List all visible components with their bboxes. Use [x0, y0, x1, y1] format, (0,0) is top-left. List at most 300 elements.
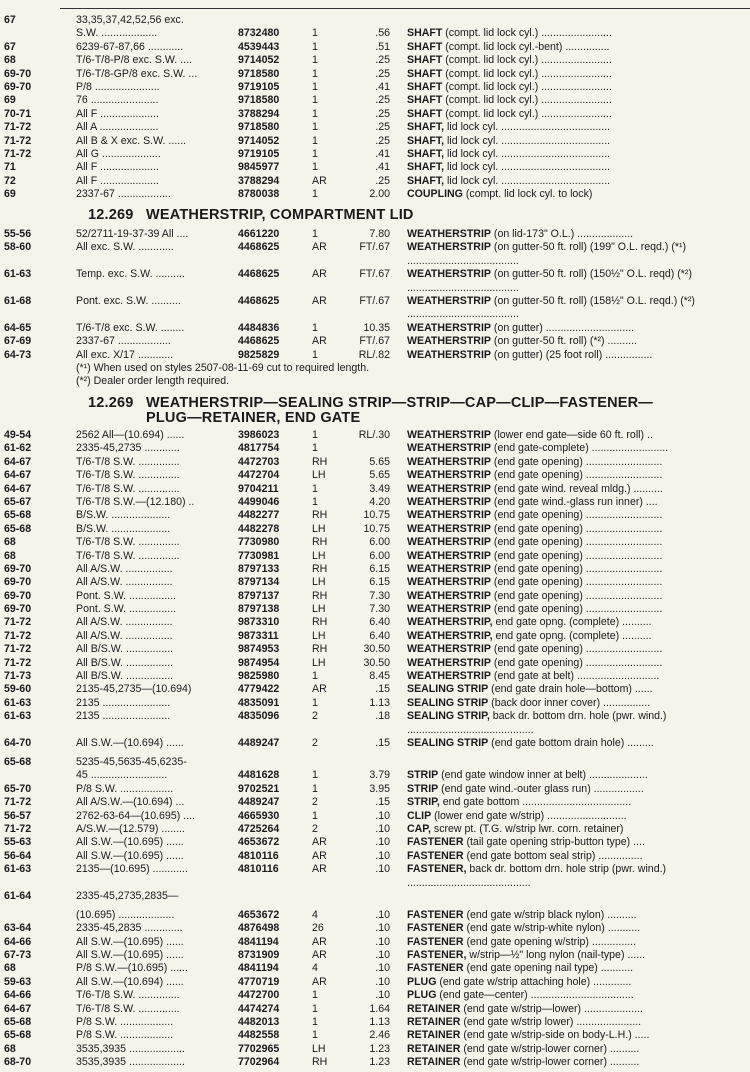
part-row — [0, 536, 750, 549]
model-cell: 3535,3935 ................... — [76, 1042, 185, 1055]
part-detail: (compt. lid lock cyl.) ........................ — [442, 107, 612, 120]
part-row — [0, 590, 750, 603]
part-number-cell: 4472703 — [238, 455, 280, 468]
price-cell: 3.79 — [369, 769, 390, 782]
part-name: SHAFT — [407, 67, 443, 80]
model-cell: A/S.W.—(12.579) ........ — [76, 822, 185, 835]
part-detail: (end gate w/strip-white nylon) ........... — [463, 922, 641, 935]
year-cell: 68 — [4, 549, 16, 562]
year-cell: 67-73 — [4, 949, 32, 962]
price-cell: .15 — [375, 683, 390, 696]
model-cell: 2337-67 .................. — [76, 188, 171, 201]
description-cell — [407, 228, 747, 241]
year-cell: 68-70 — [4, 1056, 32, 1069]
price-cell: FT/.67 — [359, 241, 390, 254]
price-cell: 1.64 — [369, 1002, 390, 1015]
part-name: SHAFT, — [407, 161, 445, 174]
model-cell: All F .................... — [76, 174, 159, 187]
part-row — [0, 1029, 750, 1042]
part-row — [0, 603, 750, 616]
part-row — [0, 68, 750, 81]
part-detail: (on gutter-50 ft. roll) (158½" O.L. reqd.) (*²) ...................................... — [407, 294, 695, 321]
model-cell: P/8 S.W. .................. — [76, 1029, 174, 1042]
part-number-cell: 9825829 — [238, 348, 280, 361]
model-cell: 2135-45,2735—(10.694) — [76, 683, 192, 696]
part-row — [0, 135, 750, 148]
part-number-cell: 9825980 — [238, 670, 280, 683]
part-name: SHAFT, — [407, 121, 445, 134]
description-cell — [407, 429, 747, 442]
section-title-line-2: PLUG—RETAINER, END GATE — [146, 410, 361, 426]
part-detail: (end gate—center) ................................... — [436, 989, 634, 1002]
part-detail: (end gate opening) .......................... — [490, 562, 663, 575]
quantity-cell: 4 — [312, 908, 318, 921]
quantity-cell: 2 — [312, 796, 318, 809]
part-name: FASTENER — [407, 836, 464, 849]
part-name: WEATHERSTRIP — [407, 321, 491, 334]
quantity-cell: RH — [312, 589, 328, 602]
year-cell: 61-68 — [4, 294, 32, 307]
description-cell — [407, 469, 747, 482]
part-number-cell: 9873310 — [238, 616, 280, 629]
part-name: WEATHERSTRIP — [407, 536, 491, 549]
model-cell: T/6-T/8 S.W.—(12.180) .. — [76, 495, 195, 508]
price-cell: .25 — [375, 94, 390, 107]
part-name: WEATHERSTRIP — [407, 549, 491, 562]
part-number-cell: 3986023 — [238, 429, 280, 441]
year-cell: 64-67 — [4, 455, 32, 468]
part-row — [0, 909, 750, 922]
model-cell: P/8 ...................... — [76, 80, 160, 93]
quantity-cell: 1 — [312, 80, 318, 93]
part-row — [0, 550, 750, 563]
part-detail: (end gate-complete) .......................... — [490, 442, 669, 455]
year-cell: 59-60 — [4, 683, 32, 696]
quantity-cell: AR — [312, 335, 327, 348]
part-row — [0, 850, 750, 863]
price-cell: .10 — [375, 949, 390, 962]
description-cell — [407, 550, 747, 563]
model-cell: All A/S.W. ................ — [76, 562, 173, 575]
part-name: SHAFT, — [407, 147, 445, 160]
price-cell: .10 — [375, 863, 390, 876]
part-detail: lid lock cyl. ..................................... — [444, 161, 611, 174]
year-cell: 69 — [4, 188, 16, 201]
price-cell: RL/.30 — [358, 429, 390, 441]
quantity-cell: 1 — [312, 696, 318, 709]
model-cell: (10.695) ................... — [76, 908, 175, 921]
part-name: SHAFT, — [407, 134, 445, 147]
model-cell: 2335-45,2735 ............ — [76, 442, 180, 455]
part-name: WEATHERSTRIP — [407, 589, 491, 602]
model-cell: 3535,3935 ................... — [76, 1056, 185, 1069]
description-cell — [407, 850, 747, 863]
price-cell: 30.50 — [363, 643, 390, 656]
price-cell: .25 — [375, 121, 390, 134]
part-name: SEALING STRIP — [407, 683, 489, 696]
description-cell — [407, 268, 747, 295]
description-cell — [407, 295, 747, 322]
part-name: SEALING STRIP, — [407, 710, 490, 723]
description-cell — [407, 135, 747, 148]
quantity-cell: LH — [312, 576, 326, 589]
price-cell: FT/.67 — [359, 335, 390, 348]
part-detail: (end gate opening) .......................... — [490, 469, 663, 482]
model-cell: All B/S.W. ................ — [76, 643, 174, 656]
shaft-parts-list — [0, 14, 750, 201]
part-name: WEATHERSTRIP — [407, 469, 491, 482]
part-number-cell: 4481628 — [238, 769, 280, 782]
part-number-cell: 4665930 — [238, 809, 280, 822]
part-detail: (end gate opening) .......................... — [490, 522, 663, 535]
description-cell — [407, 810, 747, 823]
quantity-cell: 1 — [312, 188, 318, 201]
description-cell — [407, 509, 747, 522]
description-cell — [407, 670, 747, 683]
part-row — [0, 1043, 750, 1056]
part-detail: (end gate w/strip attaching hole) ............. — [436, 975, 632, 988]
part-row — [0, 922, 750, 935]
description-cell — [407, 976, 747, 989]
part-detail: (end gate w/strip-lower corner) .......... — [460, 1042, 640, 1055]
part-detail: end gate opng. (complete) .......... — [492, 616, 652, 629]
part-detail: (end gate w/strip lower) ...................... — [460, 1016, 642, 1029]
quantity-cell: 1 — [312, 429, 318, 441]
model-cell: S.W. ................... — [76, 27, 158, 40]
description-cell — [407, 442, 747, 455]
description-cell — [407, 863, 747, 890]
part-number-cell: 4474274 — [238, 1002, 280, 1015]
part-detail: (end gate opening) .......................... — [490, 509, 663, 522]
price-cell: .18 — [375, 710, 390, 723]
part-row — [0, 836, 750, 849]
part-row — [0, 710, 750, 737]
part-name: FASTENER — [407, 922, 464, 935]
part-name: SHAFT — [407, 80, 443, 93]
year-cell: 61-64 — [4, 889, 32, 902]
model-cell: All A/S.W. ................ — [76, 616, 173, 629]
part-number-cell: 4482013 — [238, 1016, 280, 1029]
price-cell: .10 — [375, 975, 390, 988]
part-detail: lid lock cyl. ..................................... — [444, 134, 611, 147]
part-number-cell: 9718580 — [238, 67, 280, 80]
year-cell: 70-71 — [4, 107, 32, 120]
description-cell — [407, 536, 747, 549]
part-name: WEATHERSTRIP — [407, 228, 491, 240]
part-row — [0, 657, 750, 670]
description-cell — [407, 54, 747, 67]
part-number-cell: 4499046 — [238, 495, 280, 508]
description-cell — [407, 783, 747, 796]
year-cell: 69 — [4, 94, 16, 107]
quantity-cell: 1 — [312, 147, 318, 160]
part-number-cell: 4779422 — [238, 683, 280, 696]
part-detail: (end gate opening) .......................... — [490, 536, 663, 549]
quantity-cell: 1 — [312, 54, 318, 67]
description-cell — [407, 643, 747, 656]
section-rows — [0, 429, 750, 1070]
footnote-1: (*¹) When used on styles 2507-08-11-69 cut to required length. — [76, 361, 370, 374]
quantity-cell: 1 — [312, 442, 318, 455]
part-number-cell: 9845977 — [238, 161, 280, 174]
quantity-cell: AR — [312, 241, 327, 254]
model-cell: T/6-T/8 S.W. .............. — [76, 455, 180, 468]
part-detail: (end gate opening nail type) ........... — [463, 962, 634, 975]
description-cell — [407, 108, 747, 121]
model-cell: 45 .......................... — [76, 769, 168, 782]
part-row — [0, 949, 750, 962]
part-name: FASTENER — [407, 962, 464, 975]
price-cell: .51 — [375, 40, 390, 53]
part-detail: (lower end gate—side 60 ft. roll) .. — [490, 429, 653, 441]
price-cell: 3.95 — [369, 782, 390, 795]
quantity-cell: AR — [312, 683, 327, 696]
model-cell: T/6-T/8 S.W. .............. — [76, 549, 180, 562]
section-heading — [0, 208, 750, 223]
part-row — [0, 1056, 750, 1069]
part-name: WEATHERSTRIP — [407, 335, 491, 348]
part-detail: (end gate window inner at belt) .................... — [438, 769, 648, 782]
description-cell — [407, 737, 747, 750]
year-cell: 65-70 — [4, 782, 32, 795]
quantity-cell: 1 — [312, 40, 318, 53]
section-title: WEATHERSTRIP, COMPARTMENT LID — [146, 207, 414, 223]
quantity-cell: AR — [312, 294, 327, 307]
year-cell: 55-63 — [4, 836, 32, 849]
year-cell: 71-72 — [4, 796, 32, 809]
part-row — [0, 429, 750, 442]
description-cell — [407, 148, 747, 161]
part-detail: (compt. lid lock cyl.) ........................ — [442, 80, 612, 93]
part-row — [0, 630, 750, 643]
description-cell — [407, 796, 747, 809]
part-name: FASTENER — [407, 935, 464, 948]
part-name: RETAINER — [407, 1016, 461, 1029]
year-cell: 67-69 — [4, 335, 32, 348]
part-detail: (end gate w/strip black nylon) .......... — [463, 908, 637, 921]
part-name: SHAFT, — [407, 174, 445, 187]
quantity-cell: LH — [312, 1042, 326, 1055]
year-cell: 59-63 — [4, 975, 32, 988]
part-name: PLUG — [407, 989, 437, 1002]
part-row — [0, 769, 750, 782]
description-cell — [407, 1003, 747, 1016]
part-detail: (end gate wind.-outer glass run) ................. — [438, 782, 644, 795]
part-row — [0, 783, 750, 796]
year-cell: 69-70 — [4, 589, 32, 602]
year-cell: 71-72 — [4, 629, 32, 642]
model-cell: 5235-45,5635-45,6235- — [76, 756, 187, 768]
part-name: WEATHERSTRIP — [407, 482, 491, 495]
description-cell — [407, 322, 747, 335]
quantity-cell: 1 — [312, 27, 318, 40]
year-cell: 65-68 — [4, 1016, 32, 1029]
part-name: SEALING STRIP — [407, 737, 489, 749]
part-detail: (compt. lid lock cyl.) ........................ — [442, 27, 612, 40]
part-row — [0, 576, 750, 589]
model-cell: All S.W.—(10.694) ...... — [76, 737, 184, 749]
part-detail: (end gate opening) .......................... — [490, 455, 663, 468]
part-row — [0, 1016, 750, 1029]
part-name: FASTENER — [407, 908, 464, 921]
part-number-cell: 4817754 — [238, 442, 280, 455]
model-cell: All S.W.—(10.695) ...... — [76, 836, 184, 849]
quantity-cell: AR — [312, 268, 327, 281]
description-cell — [407, 523, 747, 536]
part-row — [0, 670, 750, 683]
part-detail: (lower end gate w/strip) ........................... — [431, 809, 627, 822]
model-cell: All B/S.W. ................ — [76, 656, 174, 669]
model-cell: All B & X exc. S.W. ...... — [76, 134, 187, 147]
price-cell: .10 — [375, 849, 390, 862]
part-number-cell: 4770719 — [238, 975, 280, 988]
part-row — [0, 989, 750, 1002]
part-detail: (on gutter-50 ft. roll) (199" O.L. reqd.) (*¹) ...................................... — [407, 241, 687, 267]
description-cell — [407, 710, 747, 737]
price-cell: 5.65 — [369, 469, 390, 482]
model-cell: 2135 ....................... — [76, 696, 171, 709]
part-number-cell: 9874953 — [238, 643, 280, 656]
year-cell: 61-63 — [4, 268, 32, 281]
part-row — [0, 810, 750, 823]
part-name: WEATHERSTRIP — [407, 442, 491, 455]
quantity-cell: 1 — [312, 1016, 318, 1029]
price-cell: .10 — [375, 935, 390, 948]
part-name: SHAFT — [407, 94, 443, 107]
part-row — [0, 737, 750, 756]
description-cell — [407, 657, 747, 670]
part-row — [0, 121, 750, 134]
part-number-cell: 9719105 — [238, 80, 280, 93]
model-cell: Temp. exc. S.W. .......... — [76, 268, 185, 281]
description-cell — [407, 962, 747, 975]
quantity-cell: 1 — [312, 321, 318, 334]
model-cell: 2135—(10.695) ............ — [76, 863, 188, 876]
year-cell: 56-64 — [4, 849, 32, 862]
part-row — [0, 108, 750, 121]
part-number-cell: 7702965 — [238, 1042, 280, 1055]
price-cell: .10 — [375, 809, 390, 822]
quantity-cell: 1 — [312, 495, 318, 508]
price-cell: 2.00 — [369, 188, 390, 201]
price-cell: 6.00 — [369, 549, 390, 562]
price-cell: .10 — [375, 922, 390, 935]
model-cell: T/6-T/8 S.W. .............. — [76, 469, 180, 482]
part-name: SHAFT — [407, 27, 443, 40]
model-cell: 2135 ....................... — [76, 710, 171, 723]
description-cell — [407, 335, 747, 348]
part-detail: (compt. lid lock cyl.) ........................ — [442, 54, 612, 67]
quantity-cell: 1 — [312, 809, 318, 822]
part-number-cell: 4653672 — [238, 836, 280, 849]
part-detail: (end gate w/strip-side on body-L.H.) ..... — [460, 1029, 650, 1042]
description-cell — [407, 161, 747, 174]
price-cell: 6.00 — [369, 536, 390, 549]
model-cell: All A/S.W. ................ — [76, 629, 173, 642]
description-cell — [407, 175, 747, 188]
description-cell — [407, 1056, 747, 1069]
year-cell: 65-68 — [4, 509, 32, 522]
part-name: WEATHERSTRIP — [407, 643, 491, 656]
description-cell — [407, 1016, 747, 1029]
description-cell — [407, 630, 747, 643]
part-row — [0, 161, 750, 174]
model-cell: T/6-T/8 S.W. .............. — [76, 482, 180, 495]
price-cell: 7.80 — [369, 228, 390, 240]
part-detail: (on gutter) (25 foot roll) ................ — [490, 348, 653, 361]
price-cell: .10 — [375, 908, 390, 921]
year-cell: 64-73 — [4, 348, 32, 361]
description-cell — [407, 27, 747, 40]
part-detail: (end gate at belt) ............................ — [490, 670, 660, 683]
year-cell: 69-70 — [4, 67, 32, 80]
model-cell: All S.W.—(10.695) ...... — [76, 949, 184, 962]
part-number-cell: 8797134 — [238, 576, 280, 589]
model-cell: P/8 S.W. .................. — [76, 782, 174, 795]
price-cell: RL/.82 — [358, 348, 390, 361]
part-row — [0, 976, 750, 989]
description-cell — [407, 1043, 747, 1056]
description-cell — [407, 823, 747, 836]
part-number-cell: 4482558 — [238, 1029, 280, 1042]
part-row — [0, 523, 750, 536]
quantity-cell: RH — [312, 455, 328, 468]
part-row — [0, 148, 750, 161]
part-name: WEATHERSTRIP — [407, 294, 491, 307]
part-number-cell: 4489247 — [238, 796, 280, 809]
part-number-cell: 9873311 — [238, 629, 279, 642]
quantity-cell: LH — [312, 629, 326, 642]
model-cell: All S.W.—(10.695) ...... — [76, 849, 184, 862]
price-cell: .15 — [375, 796, 390, 809]
part-row — [0, 175, 750, 188]
quantity-cell: 2 — [312, 822, 318, 835]
year-cell: 71-72 — [4, 147, 32, 160]
section-number: 12.269 — [88, 395, 134, 411]
part-name: SHAFT — [407, 40, 443, 53]
part-row — [0, 697, 750, 710]
year-cell: 64-70 — [4, 737, 32, 749]
top-rule — [60, 8, 750, 9]
price-cell: .41 — [375, 161, 390, 174]
part-number-cell: 4468625 — [238, 335, 280, 348]
price-cell: .41 — [375, 80, 390, 93]
description-cell — [407, 936, 747, 949]
year-cell: 65-67 — [4, 495, 32, 508]
part-detail: (on lid-173" O.L.) ................... — [490, 228, 634, 240]
year-cell: 71 — [4, 161, 16, 174]
part-number-cell: 4468625 — [238, 241, 280, 254]
part-row — [0, 268, 750, 295]
year-cell: 72 — [4, 174, 16, 187]
part-number-cell: 9874954 — [238, 656, 280, 669]
model-cell: All A .................... — [76, 121, 159, 134]
description-cell — [407, 697, 747, 710]
model-cell: 52/2711-19-37-39 All .... — [76, 228, 189, 240]
quantity-cell: 1 — [312, 1002, 318, 1015]
part-row — [0, 94, 750, 107]
year-cell: 69-70 — [4, 603, 32, 616]
quantity-cell: LH — [312, 603, 326, 616]
part-name: COUPLING — [407, 188, 463, 201]
description-cell — [407, 121, 747, 134]
part-detail: (end gate bottom drain hole) ......... — [488, 737, 654, 749]
description-cell — [407, 590, 747, 603]
part-number-cell: 4472700 — [238, 989, 280, 1002]
quantity-cell: LH — [312, 656, 326, 669]
model-cell: All S.W.—(10.695) ...... — [76, 935, 184, 948]
part-name: PLUG — [407, 975, 437, 988]
